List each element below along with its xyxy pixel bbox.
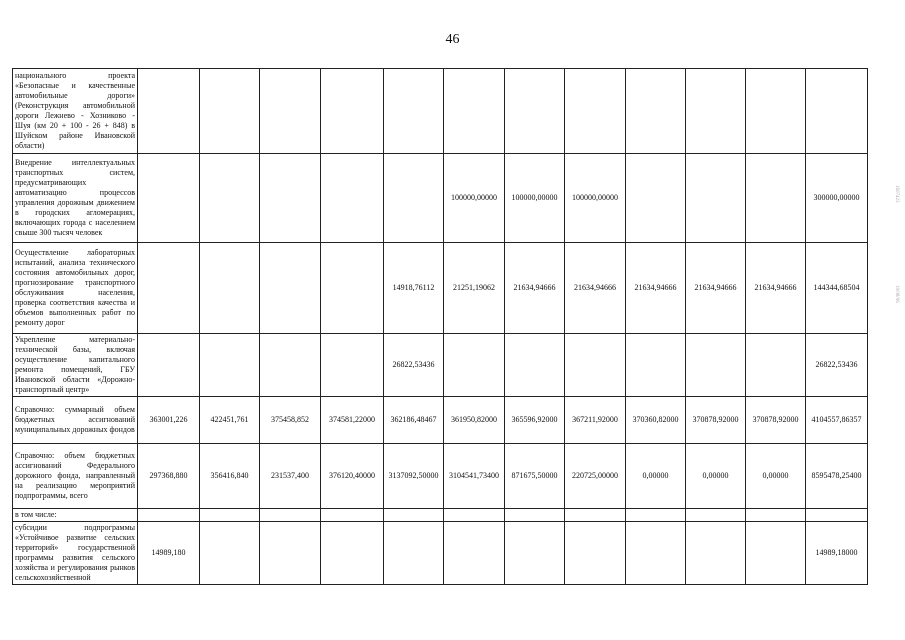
table-cell: 231537,400 <box>260 444 321 509</box>
table-row <box>13 522 868 585</box>
table-cell <box>686 334 746 397</box>
table-cell <box>384 509 444 522</box>
table-cell: 362186,48467 <box>384 397 444 444</box>
table-cell <box>200 69 260 154</box>
table-cell <box>565 69 626 154</box>
table-row <box>13 334 868 397</box>
table-cell <box>260 509 321 522</box>
table-cell: 376120,40000 <box>321 444 384 509</box>
table-cell <box>565 522 626 585</box>
page-number: 46 <box>445 32 460 47</box>
table-cell <box>138 154 200 243</box>
data-table <box>12 68 868 585</box>
table-cell: 3104541,73400 <box>444 444 505 509</box>
row-description: Укрепление материально-технической базы, включая осуществление капитального ремонта помещений, ГБУ Ивановской области «Дорожно-транспортный центр» <box>13 334 138 397</box>
table-cell <box>686 522 746 585</box>
table-cell: 300000,00000 <box>806 154 868 243</box>
table-cell <box>444 509 505 522</box>
table-cell: 100000,00000 <box>505 154 565 243</box>
table-cell <box>686 69 746 154</box>
table-row <box>13 397 868 444</box>
table-cell: 14989,180 <box>138 522 200 585</box>
table-cell: 871675,50000 <box>505 444 565 509</box>
table-cell <box>626 69 686 154</box>
table-cell: 100000,00000 <box>444 154 505 243</box>
table-cell: 21634,94666 <box>746 243 806 334</box>
table-cell <box>806 509 868 522</box>
table-cell: 363001,226 <box>138 397 200 444</box>
table-cell: 0,00000 <box>686 444 746 509</box>
table-cell: 370878,92000 <box>686 397 746 444</box>
table-cell <box>686 154 746 243</box>
table-cell: 0,00000 <box>746 444 806 509</box>
table-cell: 144344,68504 <box>806 243 868 334</box>
table-cell: 361950,82000 <box>444 397 505 444</box>
table-cell: 100000,00000 <box>565 154 626 243</box>
table-cell: 21251,19062 <box>444 243 505 334</box>
table-cell <box>746 154 806 243</box>
table-row <box>13 69 868 154</box>
table-cell: 374581,22000 <box>321 397 384 444</box>
table-cell <box>321 334 384 397</box>
table-cell <box>746 334 806 397</box>
table-cell <box>321 509 384 522</box>
table-cell <box>321 154 384 243</box>
table-cell <box>138 243 200 334</box>
table-cell <box>138 69 200 154</box>
table-cell <box>200 154 260 243</box>
table-cell <box>444 69 505 154</box>
table-cell: 3137092,50000 <box>384 444 444 509</box>
table-cell: 8595478,25400 <box>806 444 868 509</box>
table-cell <box>806 69 868 154</box>
table-cell: 14918,76112 <box>384 243 444 334</box>
table-cell <box>746 522 806 585</box>
row-description: национального проекта «Безопасные и качественные автомобильные дороги» (Реконструкция автомобильной дороги Лежнево - Хозниково - Шуя (км 20 + 100 - 26 + 848) в Шуйском районе Ивановской области) <box>13 69 138 154</box>
row-description: Справочно: суммарный объем бюджетных ассигнований муниципальных дорожных фондов <box>13 397 138 444</box>
row-description: Внедрение интеллектуальных транспортных систем, предусматривающих автоматизацию процессов управления дорожным движением в городских агломерациях, включающих города с населением свыше 300 тысяч человек <box>13 154 138 243</box>
table-cell <box>626 509 686 522</box>
table-cell <box>321 522 384 585</box>
table-cell <box>746 69 806 154</box>
table-cell: 21634,94666 <box>626 243 686 334</box>
table-cell: 367211,92000 <box>565 397 626 444</box>
row-description: субсидии подпрограммы «Устойчивое развитие сельских территорий» государственной программы развития сельского хозяйства и регулирования рынков сельскохозяйственной <box>13 522 138 585</box>
table-cell: 26822,53436 <box>806 334 868 397</box>
table-row <box>13 509 868 522</box>
table-cell: 4104557,86357 <box>806 397 868 444</box>
table-cell <box>260 334 321 397</box>
table-cell: 297368,880 <box>138 444 200 509</box>
row-description: Осуществление лабораторных испытаний, анализа технического состояния автомобильных дорог, прогнозирование транспортного обслуживания населения, проверка соответствия качества и объемов выполненных работ по ремонту дорог <box>13 243 138 334</box>
table-cell <box>565 334 626 397</box>
table-cell <box>260 154 321 243</box>
table-cell <box>321 69 384 154</box>
table-cell <box>384 154 444 243</box>
table-cell: 0,00000 <box>626 444 686 509</box>
table-row <box>13 243 868 334</box>
table-cell <box>505 522 565 585</box>
table-cell <box>200 522 260 585</box>
table-cell <box>138 334 200 397</box>
table-cell <box>686 509 746 522</box>
table-cell: 14989,18000 <box>806 522 868 585</box>
table-cell <box>200 509 260 522</box>
table-row <box>13 154 868 243</box>
table-cell: 21634,94666 <box>565 243 626 334</box>
table-cell <box>260 522 321 585</box>
table-cell: 356416,840 <box>200 444 260 509</box>
row-description: Справочно: объем бюджетных ассигнований Федерального дорожного фонда, направленный на реализацию мероприятий подпрограммы, всего <box>13 444 138 509</box>
table-cell <box>384 69 444 154</box>
row-description: в том числе: <box>13 509 138 522</box>
table-cell: 370878,92000 <box>746 397 806 444</box>
table-cell: 220725,00000 <box>565 444 626 509</box>
table-cell: 375458,852 <box>260 397 321 444</box>
table-cell <box>200 243 260 334</box>
side-mark: 19/08/06 <box>894 285 899 303</box>
table-cell: 365596,92000 <box>505 397 565 444</box>
table-cell <box>321 243 384 334</box>
table-cell <box>626 334 686 397</box>
table-cell <box>138 509 200 522</box>
table-row <box>13 444 868 509</box>
table-cell <box>444 522 505 585</box>
table-cell: 370360,82000 <box>626 397 686 444</box>
table-cell <box>444 334 505 397</box>
table-cell <box>565 509 626 522</box>
table-cell <box>626 154 686 243</box>
table-cell <box>505 334 565 397</box>
table-cell <box>384 522 444 585</box>
table-cell: 21634,94666 <box>686 243 746 334</box>
table-cell <box>626 522 686 585</box>
table-cell <box>505 509 565 522</box>
table-cell <box>505 69 565 154</box>
table-cell <box>260 69 321 154</box>
side-mark: 1607423 <box>894 185 899 203</box>
table-cell <box>200 334 260 397</box>
table-cell <box>746 509 806 522</box>
table-cell: 21634,94666 <box>505 243 565 334</box>
table-cell: 26822,53436 <box>384 334 444 397</box>
table-cell <box>260 243 321 334</box>
table-cell: 422451,761 <box>200 397 260 444</box>
